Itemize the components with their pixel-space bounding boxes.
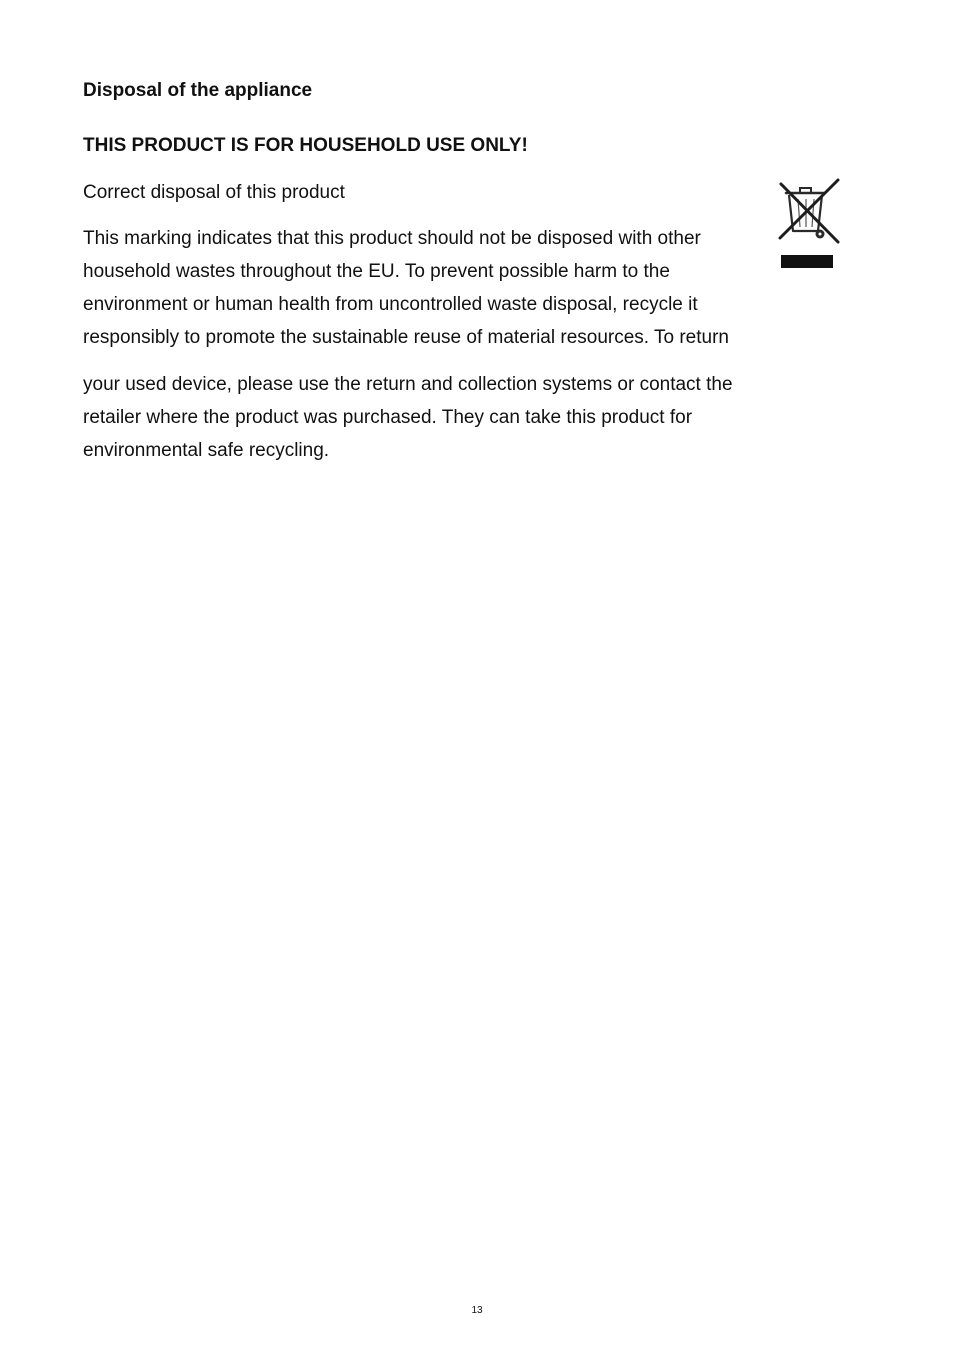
paragraph-2-line-2: retailer where the product was purchased. They can take this product for [83,407,693,428]
paragraph-1-line-1: This marking indicates that this product should not be disposed with other [83,228,701,249]
crossed-out-wheelie-bin-icon [776,176,842,272]
paragraph-1-line-3: environment or human health from uncontrolled waste disposal, recycle it [83,294,698,315]
household-use-notice: THIS PRODUCT IS FOR HOUSEHOLD USE ONLY! [83,135,528,156]
page-number: 13 [471,1305,483,1316]
paragraph-2-line-1: your used device, please use the return and collection systems or contact the [83,374,733,395]
subheading-correct-disposal: Correct disposal of this product [83,182,345,203]
paragraph-2-line-3: environmental safe recycling. [83,440,330,461]
paragraph-1-line-4: responsibly to promote the sustainable reuse of material resources. To return [83,327,729,348]
paragraph-1-line-2: household wastes throughout the EU. To prevent possible harm to the [83,261,670,282]
section-title: Disposal of the appliance [83,80,313,101]
